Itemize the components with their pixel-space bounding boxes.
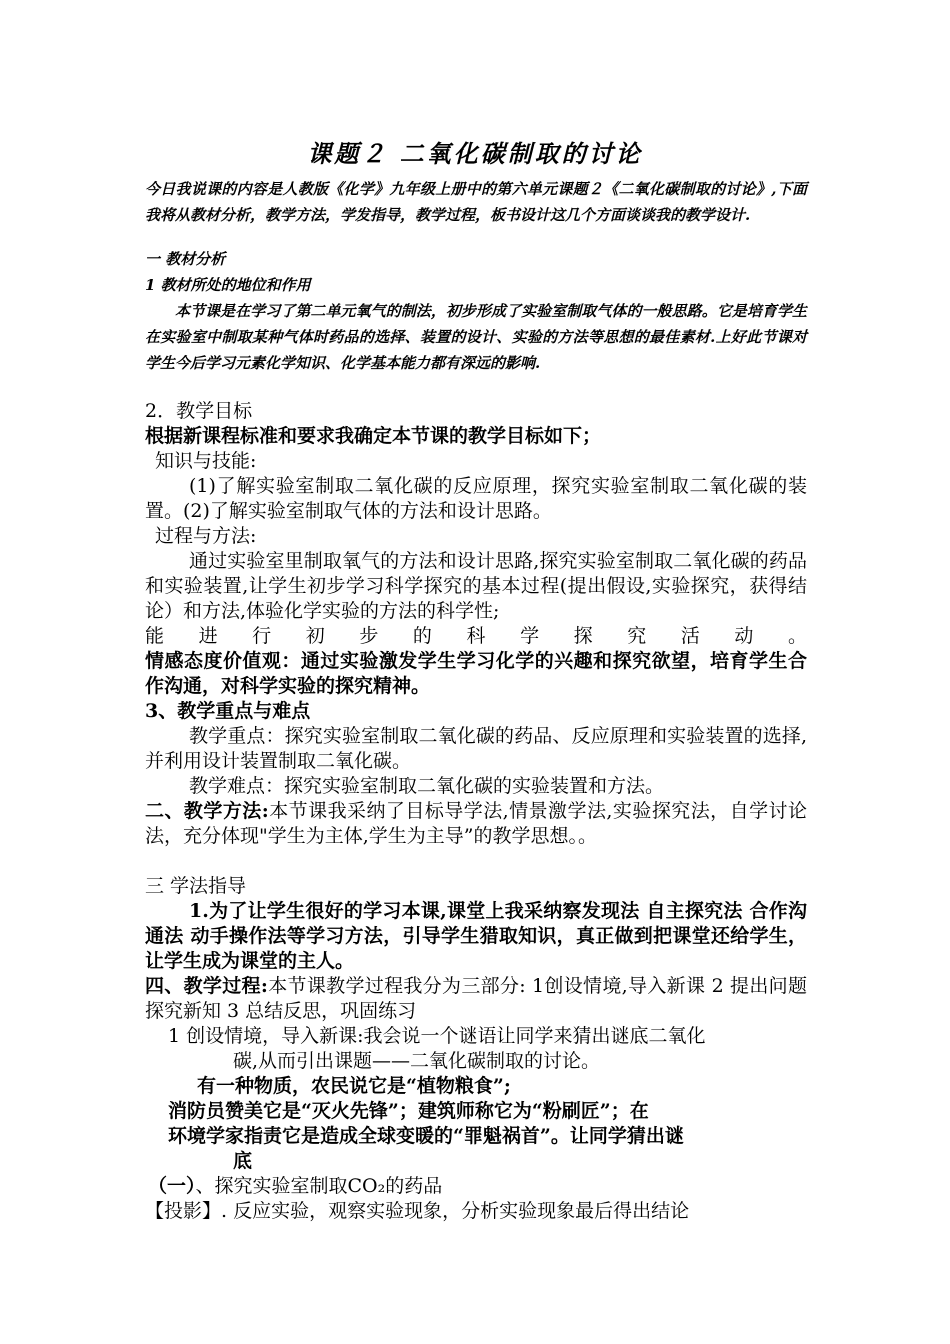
process4-heading: 四、教学过程: [145,975,268,997]
intro-paragraph: 今日我说课的内容是人教版《化学》九年级上册中的第六单元课题２《二氧化碳制取的讨论》,下面我将从教材分析，教学方法，学发指导，教学过程，板书设计这几个方面谈谈我的教学设计. [145,180,807,224]
section1-subheading: 1 教材所处的地位和作用 [145,276,311,294]
process-heading: 过程与方法: [155,525,257,547]
riddle-line1: 有一种物质，农民说它是“植物粮食”; [197,1075,511,1097]
goals-intro: 根据新课程标准和要求我确定本节课的教学目标如下； [145,425,602,447]
study-heading: 三 学法指导 [145,875,247,897]
document-title: 课题２ 二氧化碳制取的讨论 [307,139,643,168]
part1-text: 、探究实验室制取CO₂的药品 [195,1175,443,1197]
method-text: 本节课我采纳了目标导学法,情景激学法,实验探究法，自学讨论法，充分体现"学生为主体,学生为主导”的教学思想。。 [145,800,807,847]
riddle-line4: 底 [233,1150,253,1172]
method-paragraph [145,799,807,849]
riddle-line3: 环境学家指责它是造成全球变暖的“罪魁祸首”。让同学猜出谜 [168,1125,684,1147]
process4-paragraph [145,974,807,1024]
step1-line2: 碳,从而引出课题——二氧化碳制取的讨论。 [233,1050,601,1072]
knowledge-text: (1)了解实验室制取二氧化碳的反应原理，探究实验室制取二氧化碳的装置。(2)了解实验室制取气体的方法和设计思路。 [145,475,807,522]
process-text: 通过实验室里制取氧气的方法和设计思路,探究实验室制取二氧化碳的药品和实验装置,让学生初步学习科学探究的基本过程(提出假设,实验探究，获得结论）和方法,体验化学实验的方法的科学性; [145,550,807,622]
goals-heading: 2．教学目标 [145,400,253,422]
riddle-line2: 消防员赞美它是“灭火先锋”；建筑师称它为“粉刷匠”；在 [168,1100,649,1122]
process4-text: 本节课教学过程我分为三部分: 1创设情境,导入新课 2 提出问题探究新知 3 总结反思，巩固练习 [145,975,807,1022]
method-heading: 二、教学方法: [145,800,269,822]
knowledge-heading: 知识与技能: [155,450,257,472]
process-text-last-line: 能 进 行 初 步 的 科 学 探 究 活 动 。 [145,625,807,647]
difficult-point-text: 教学难点：探究实验室制取二氧化碳的实验装置和方法。 [189,775,665,797]
key-point-text: 教学重点：探究实验室制取二氧化碳的药品、反应原理和实验装置的选择,并利用设计装置制取二氧化碳。 [145,725,807,772]
section1-paragraph: 本节课是在学习了第二单元氧气的制法，初步形成了实验室制取气体的一般思路。它是培育学生在实验室中制取某种气体时药品的选择、装置的设计、实验的方法等思想的最佳素材.上好此节课对学生今后学习元素化学知识、化学基本能力都有深远的影响. [145,302,807,372]
emotion-text: 情感态度价值观：通过实验激发学生学习化学的兴趣和探究欲望，培育学生合作沟通，对科学实验的探究精神。 [145,650,807,697]
key-heading: 3、教学重点与难点 [145,700,311,722]
step1-line1: 1 创设情境，导入新课:我会说一个谜语让同学来猜出谜底二氧化 [168,1025,706,1047]
section1-heading: 一 教材分析 [145,250,226,268]
study-text: 1.为了让学生很好的学习本课,课堂上我采纳察发现法 自主探究法 合作沟通法 动手操作法等学习方法，引导学生猎取知识，真正做到把课堂还给学生，让学生成为课堂的主人。 [145,900,807,972]
part1-bracket: （一） [148,1175,196,1197]
part1-heading [148,1174,810,1199]
projection-text: . 反应实验，观察实验现象，分析实验现象最后得出结论 [221,1200,690,1222]
projection-label: 【投影】 [145,1200,222,1222]
projection-line [145,1199,807,1224]
